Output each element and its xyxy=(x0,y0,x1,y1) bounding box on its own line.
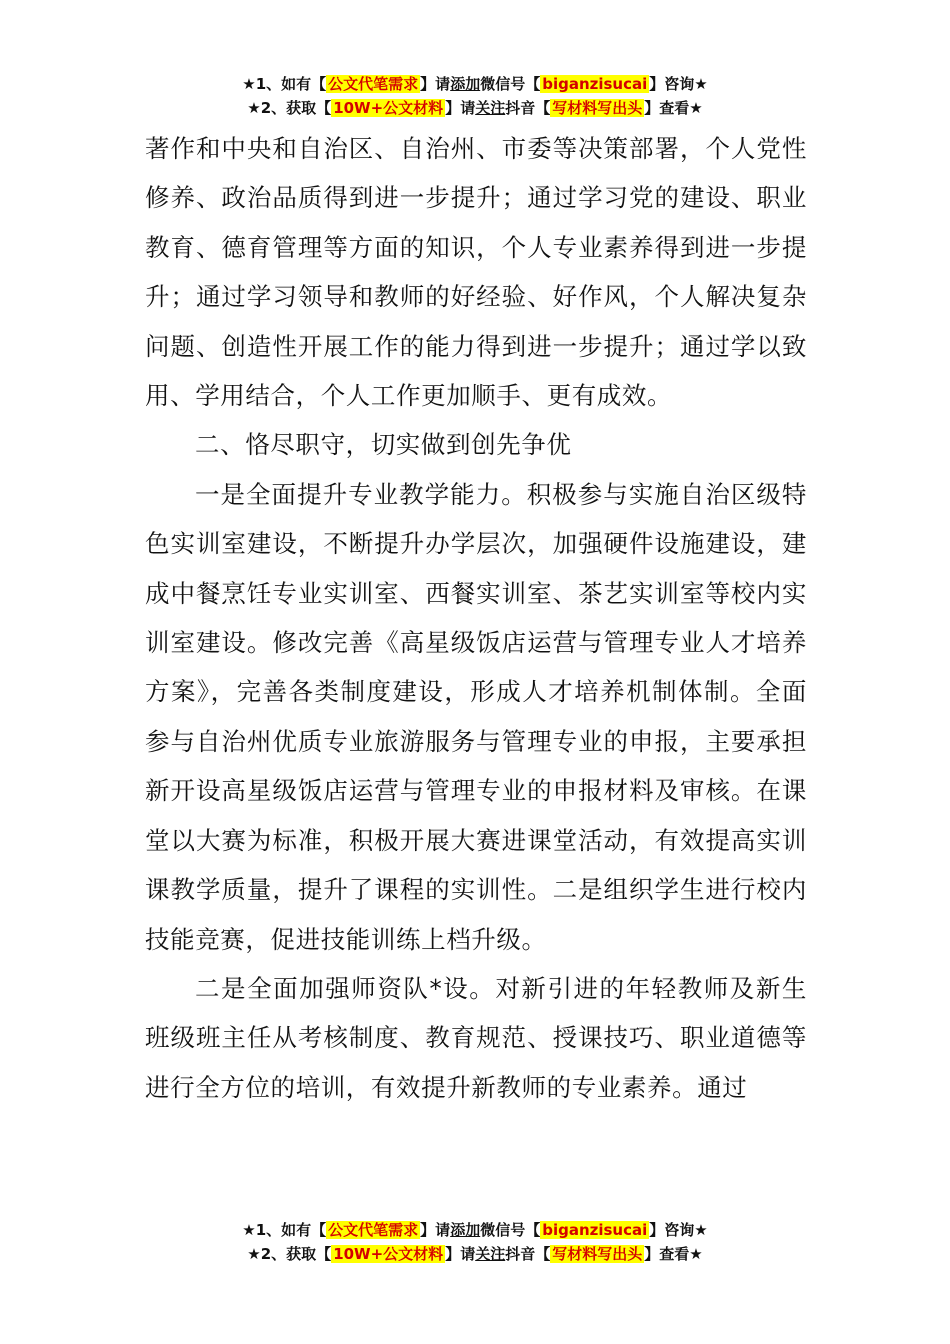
highlight-douyin-account: 写材料写出头 xyxy=(552,1245,643,1263)
banner-line-1 xyxy=(0,72,950,96)
footer-banner xyxy=(0,1218,950,1266)
header-banner xyxy=(0,72,950,120)
banner-text: 抖音【 xyxy=(505,1245,551,1263)
banner-underlined-text: 关注 xyxy=(475,99,506,117)
banner-text: 】咨询★ xyxy=(649,1221,708,1239)
highlight-service: 公文代笔需求 xyxy=(328,75,419,93)
banner-underlined-text: 添加 xyxy=(450,75,481,93)
banner-text: ★2、获取【 xyxy=(247,1245,332,1263)
banner-text: 微信号【 xyxy=(480,1221,541,1239)
paragraph: 一是全面提升专业教学能力。积极参与实施自治区级特色实训室建设，不断提升办学层次，加强硬件设施建设，建成中餐烹饪专业实训室、西餐实训室、茶艺实训室等校内实训室建设。修改完善《高星级饭店运营与管理专业人才培养方案》，完善各类制度建设，形成人才培养机制体制。全面参与自治州优质专业旅游服务与管理专业的申报，主要承担新开设高星级饭店运营与管理专业的申报材料及审核。在课堂以大赛为标准，积极开展大赛进课堂活动，有效提高实训课教学质量，提升了课程的实训性。二是组织学生进行校内技能竞赛，促进技能训练上档升级。 xyxy=(145,479,807,954)
banner-text: ★2、获取【 xyxy=(247,99,332,117)
banner-underlined-text: 关注 xyxy=(475,1245,506,1263)
banner-text: 】查看★ xyxy=(644,1245,703,1263)
highlight-douyin-account: 写材料写出头 xyxy=(552,99,643,117)
highlight-materials: 10W+公文材料 xyxy=(333,1245,444,1263)
highlight-wechat-id: biganzisucai xyxy=(542,75,648,93)
banner-text: 微信号【 xyxy=(480,75,541,93)
banner-text: ★1、如有【 xyxy=(242,75,327,93)
banner-text: 】查看★ xyxy=(644,99,703,117)
highlight-materials: 10W+公文材料 xyxy=(333,99,444,117)
document-body xyxy=(145,124,807,1112)
banner-line-2 xyxy=(0,1242,950,1266)
banner-line-1 xyxy=(0,1218,950,1242)
highlight-service: 公文代笔需求 xyxy=(328,1221,419,1239)
banner-text: 】请 xyxy=(445,1245,476,1263)
paragraph: 著作和中央和自治区、自治州、市委等决策部署，个人党性修养、政治品质得到进一步提升；通过学习党的建设、职业教育、德育管理等方面的知识，个人专业素养得到进一步提升；通过学习领导和教师的好经验、好作风，个人解决复杂问题、创造性开展工作的能力得到进一步提升；通过学以致用、学用结合，个人工作更加顺手、更有成效。 xyxy=(145,134,807,411)
paragraph: 二是全面加强师资队*设。对新引进的年轻教师及新生班级班主任从考核制度、教育规范、授课技巧、职业道德等进行全方位的培训，有效提升新教师的专业素养。通过 xyxy=(145,973,807,1102)
banner-text: 】请 xyxy=(420,1221,451,1239)
banner-text: 】咨询★ xyxy=(649,75,708,93)
banner-text: 】请 xyxy=(420,75,451,93)
banner-text: 抖音【 xyxy=(505,99,551,117)
banner-line-2 xyxy=(0,96,950,120)
banner-underlined-text: 添加 xyxy=(450,1221,481,1239)
section-heading: 二、恪尽职守，切实做到创先争优 xyxy=(195,430,572,460)
highlight-wechat-id: biganzisucai xyxy=(542,1221,648,1239)
banner-text: ★1、如有【 xyxy=(242,1221,327,1239)
banner-text: 】请 xyxy=(445,99,476,117)
